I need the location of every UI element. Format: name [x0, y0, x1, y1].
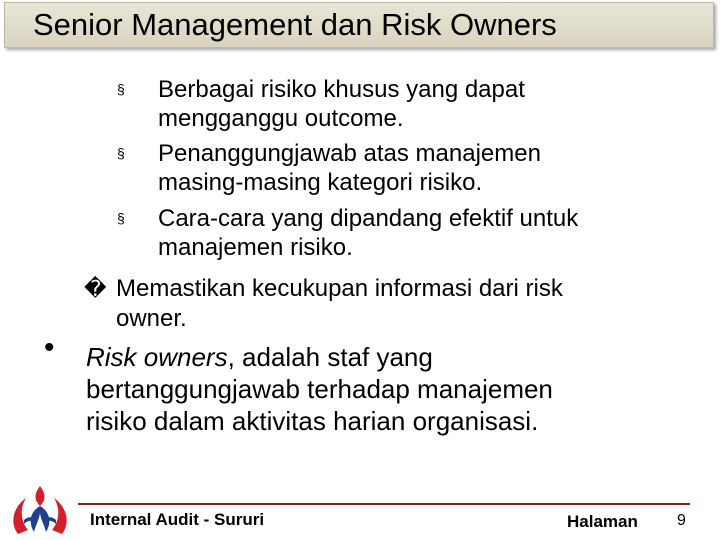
- sub-item-1-line-1: Berbagai risiko khusus yang dapat: [158, 76, 525, 103]
- sub-item-2-line-2: masing-masing kategori risiko.: [158, 169, 483, 196]
- main-item-line-1: [86, 342, 433, 373]
- box-bullet-icon: �: [84, 276, 107, 301]
- organization-logo-icon: [8, 482, 72, 538]
- sub-item-2-line-1: Penanggungjawab atas manajemen: [158, 140, 541, 167]
- title-bar: [4, 2, 714, 48]
- square-bullet-icon: §: [117, 145, 125, 161]
- slide-title: Senior Management dan Risk Owners: [33, 7, 557, 42]
- main-item-italic-lead: Risk owners: [86, 342, 228, 372]
- round-bullet-icon: •: [44, 331, 55, 364]
- page-number: 9: [677, 512, 686, 529]
- box-item-line-2: owner.: [116, 305, 187, 332]
- box-item-line-1: Memastikan kecukupan informasi dari risk: [116, 275, 563, 302]
- sub-item-3-line-1: Cara-cara yang dipandang efektif untuk: [158, 205, 579, 232]
- main-item-line-2: bertanggungjawab terhadap manajemen: [86, 374, 553, 404]
- main-item-line-3: risiko dalam aktivitas harian organisasi.: [86, 406, 539, 436]
- sub-item-1-line-2: mengganggu outcome.: [158, 105, 404, 132]
- square-bullet-icon: §: [117, 210, 125, 226]
- square-bullet-icon: §: [117, 81, 125, 97]
- footer-divider: [78, 503, 690, 505]
- main-item-line-1-rest: , adalah staf yang: [227, 342, 433, 372]
- footer-page-label: Halaman: [567, 512, 638, 531]
- sub-item-3-line-2: manajemen risiko.: [158, 234, 353, 261]
- footer-author: Internal Audit - Sururi: [90, 510, 265, 529]
